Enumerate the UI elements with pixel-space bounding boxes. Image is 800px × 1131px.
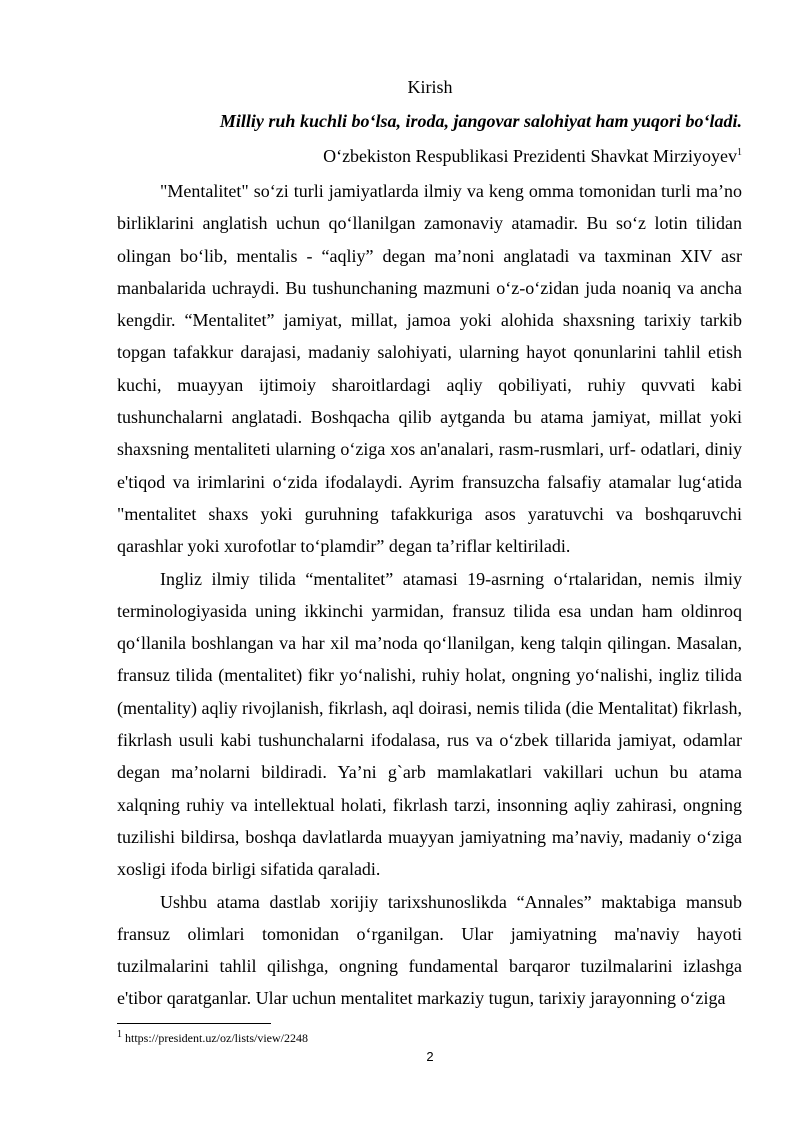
- body-text: [117, 175, 742, 1015]
- epigraph-quote: Milliy ruh kuchli bo‘lsa, iroda, jangovar salohiyat ham yuqori bo‘ladi.: [219, 111, 742, 131]
- paragraph: Ushbu atama dastlab xorijiy tarixshunoslikda “Annales” maktabiga mansub fransuz olimlari tomonidan o‘rganilgan. Ular jamiyatning ma'naviy hayoti tuzilmalarini tahlil qilishga, ongning fundamental barqaror tuzilmalarini izlashga e'tibor qaratganlar. Ular uchun mentalitet markaziy tugun, tarixiy jarayonning o‘ziga: [117, 891, 742, 1009]
- paragraph: Ingliz ilmiy tilida “mentalitet” atamasi 19-asrning o‘rtalaridan, nemis ilmiy terminologiyasida uning ikkinchi yarmidan, fransuz tilida esa undan ham oldinroq qo‘llanila boshlangan va har xil ma’noda qo‘llanilgan, keng talqin qilingan. Masalan, fransuz tilida (mentalitet) fikr yo‘nalishi, ruhiy holat, ongning yo‘nalishi, ingliz tilida (mentality) aqliy rivojlanish, fikrlash, aql doirasi, nemis tilida (die Mentalitat) fikrlash, fikrlash usuli kabi tushunchalarni ifodalasa, rus va o‘zbek tillarida jamiyat, odamlar degan ma’nolarni bildiradi. Ya’ni g`arb mamlakatlari vakillari uchun bu atama xalqning ruhiy va intellektual holati, fikrlash tarzi, insonning aqliy zahirasi, ongning tuzilishi bildirsa, boshqa davlatlarda muayyan jamiyatning ma’naviy, madaniy o‘ziga xosligi ifoda birligi sifatida qaraladi.: [117, 568, 742, 880]
- footnote-separator: [117, 1023, 271, 1024]
- section-heading: Kirish: [407, 77, 453, 97]
- footnote: [117, 1031, 308, 1045]
- page-number: 2: [426, 1049, 434, 1064]
- footnote-text: https://president.uz/oz/lists/view/2248: [122, 1031, 308, 1045]
- attribution-text: O‘zbekiston Respublikasi Prezidenti Shavkat Mirziyoyev: [323, 146, 737, 166]
- footnote-mark: 1: [117, 1029, 122, 1040]
- footnote-reference: 1: [737, 147, 742, 158]
- paragraph: "Mentalitet" so‘zi turli jamiyatlarda ilmiy va keng omma tomonidan turli ma’no birliklarini anglatish uchun qo‘llanilgan zamonaviy atamadir. Bu so‘z lotin tilidan olingan bo‘lib, mentalis - “aqliy” degan ma’noni anglatadi va taxminan XIV asr manbalarida uchraydi. Bu tushunchaning mazmuni o‘z-o‘zidan juda noaniq va ancha kengdir. “Mentalitet” jamiyat, millat, jamoa yoki alohida shaxsning tarixiy tarkib topgan tafakkur darajasi, madaniy salohiyati, ularning hayot qonunlarini tahlil etish kuchi, muayyan ijtimoiy sharoitlardagi aqliy qobiliyati, ruhiy quvvati kabi tushunchalarni anglatadi. Boshqacha qilib aytganda bu atama jamiyat, millat yoki shaxsning mentaliteti ularning o‘ziga xos an'analari, rasm-rusmlari, urf- odatlari, diniy e'tiqod va irimlarini o‘zida ifodalaydi. Ayrim fransuzcha falsafiy atamalar lug‘atida "mentalitet shaxs yoki guruhning tafakkuriga asos yaratuvchi va boshqaruvchi qarashlar yoki xurofotlar to‘plamdir” degan ta’riflar keltiriladi.: [117, 181, 742, 557]
- epigraph-attribution: [323, 145, 742, 167]
